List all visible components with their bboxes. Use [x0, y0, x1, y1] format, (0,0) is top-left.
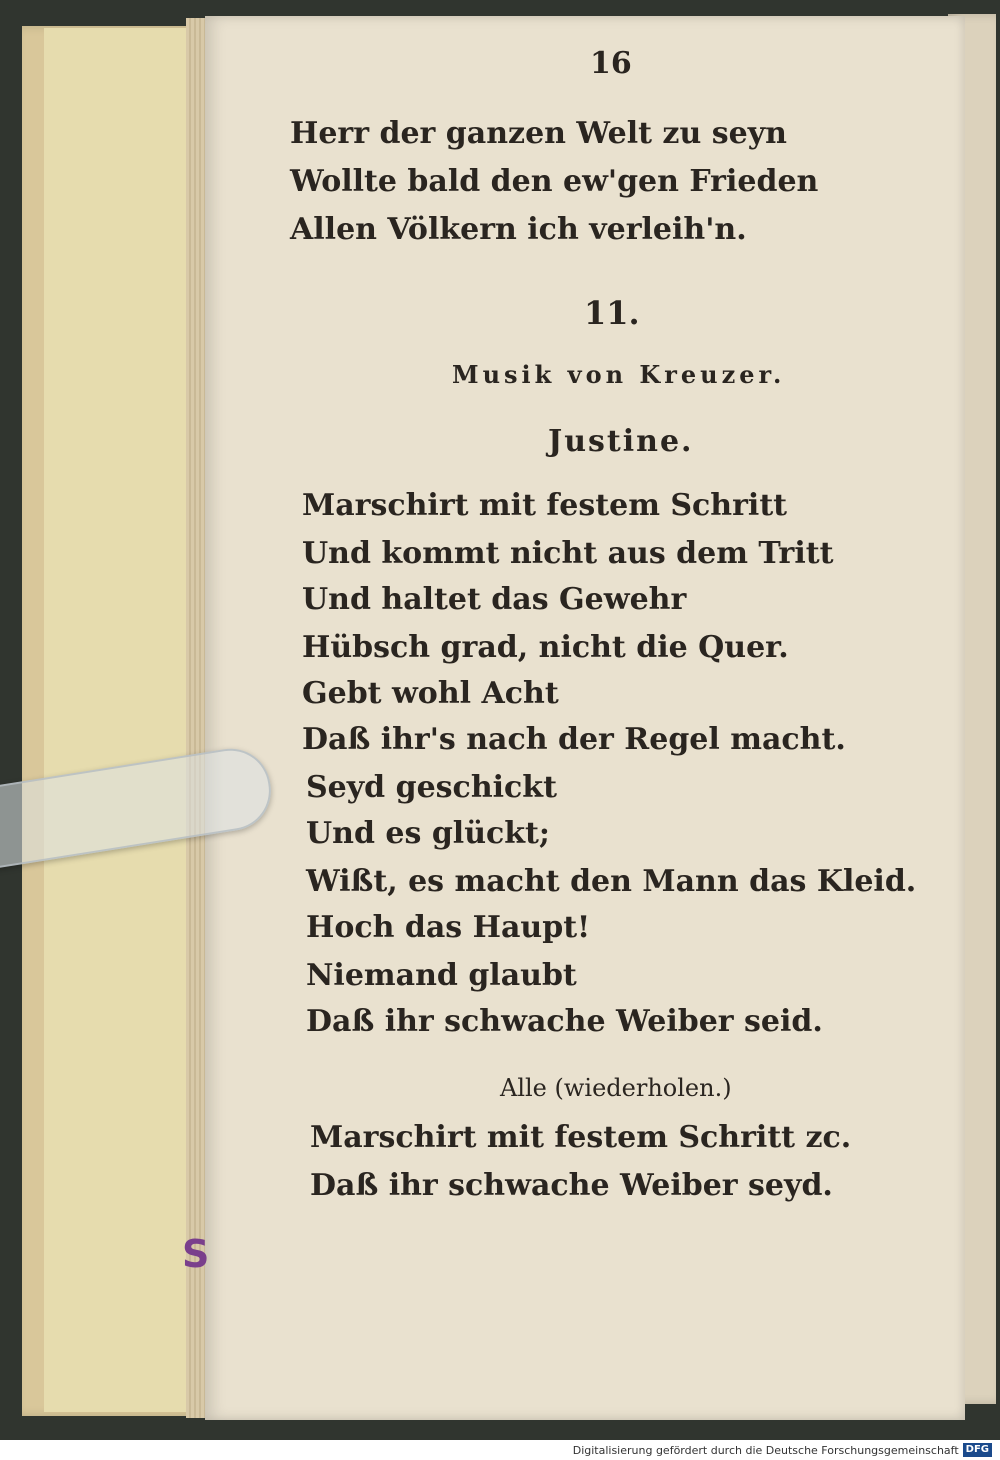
speaker-name: Justine. [548, 424, 694, 459]
song-number: 11. [584, 294, 640, 332]
chorus-line: Marschirt mit festem Schritt zc. [310, 1120, 852, 1155]
chorus-label: Alle (wiederholen.) [500, 1074, 732, 1102]
dfg-logo-icon: DFG [963, 1443, 992, 1457]
verse-line: Und es glückt; [306, 816, 550, 851]
opening-line: Wollte bald den ew'gen Frieden [290, 164, 819, 199]
verse-line: Gebt wohl Acht [302, 676, 559, 711]
verse-line: Und haltet das Gewehr [302, 582, 687, 617]
library-stamp: S [182, 1232, 210, 1276]
verse-line: Seyd geschickt [306, 770, 557, 805]
footer-bar [0, 1440, 1000, 1460]
music-credit: Musik von Kreuzer. [452, 360, 786, 389]
chorus-line: Daß ihr schwache Weiber seyd. [310, 1168, 833, 1203]
verse-line: Daß ihr's nach der Regel macht. [302, 722, 846, 757]
verse-line: Hübsch grad, nicht die Quer. [302, 630, 789, 665]
verse-line: Hoch das Haupt! [306, 910, 591, 945]
verse-line: Wißt, es macht den Mann das Kleid. [306, 864, 917, 899]
verse-line: Marschirt mit festem Schritt [302, 488, 788, 523]
verse-line: Daß ihr schwache Weiber seid. [306, 1004, 823, 1039]
footer-credit: Digitalisierung gefördert durch die Deutsche Forschungsgemeinschaft [572, 1443, 959, 1457]
verse-line: Niemand glaubt [306, 958, 577, 993]
opening-line: Allen Völkern ich verleih'n. [290, 212, 747, 247]
back-cover-endpaper [44, 28, 204, 1412]
page-number: 16 [590, 46, 632, 81]
verse-line: Und kommt nicht aus dem Tritt [302, 536, 834, 571]
opening-line: Herr der ganzen Welt zu seyn [290, 116, 787, 151]
